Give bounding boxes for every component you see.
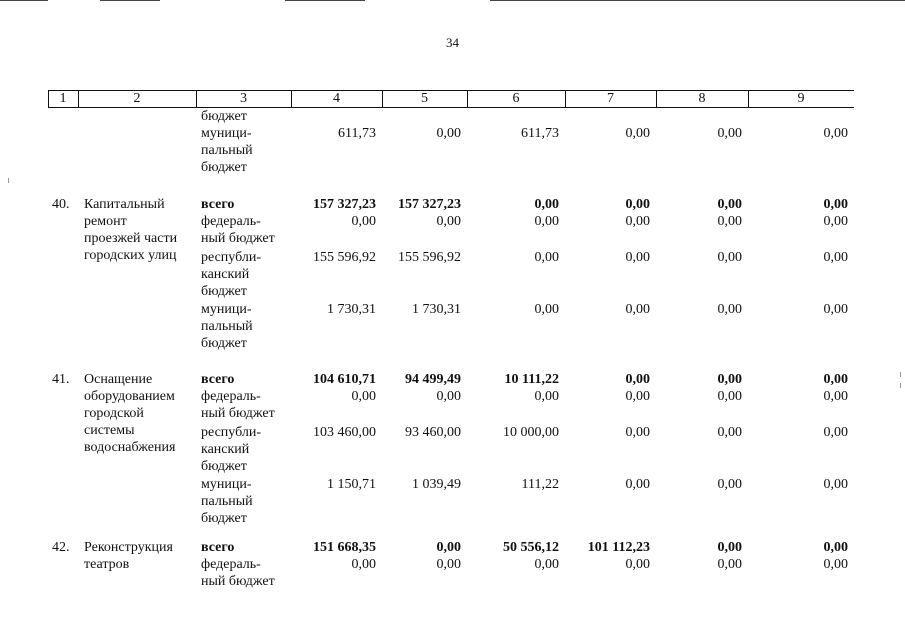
budget-type-label: муници- bbox=[201, 302, 252, 317]
scan-top-edge-line bbox=[100, 0, 160, 1]
value-cell: 111,22 bbox=[521, 477, 559, 492]
value-cell: 0,00 bbox=[823, 425, 848, 440]
value-cell: 0,00 bbox=[534, 557, 559, 572]
budget-type-label: бюджет bbox=[201, 109, 247, 124]
value-cell: 157 327,23 bbox=[398, 197, 461, 212]
value-cell: 0,00 bbox=[823, 477, 848, 492]
value-cell: 0,00 bbox=[823, 389, 848, 404]
row-name: театров bbox=[84, 557, 130, 572]
value-cell: 0,00 bbox=[534, 250, 559, 265]
value-cell: 94 499,49 bbox=[405, 372, 461, 387]
value-cell: 0,00 bbox=[717, 557, 742, 572]
budget-type-label: ный бюджет bbox=[201, 574, 275, 589]
value-cell: 0,00 bbox=[717, 214, 742, 229]
budget-type-label: пальный bbox=[201, 494, 253, 509]
value-cell: 0,00 bbox=[625, 389, 650, 404]
value-cell: 0,00 bbox=[717, 126, 742, 141]
row-name: водоснабжения bbox=[84, 440, 176, 455]
value-cell: 0,00 bbox=[625, 214, 650, 229]
value-cell: 0,00 bbox=[436, 214, 461, 229]
value-cell: 0,00 bbox=[351, 389, 376, 404]
budget-type-label: федераль- bbox=[201, 389, 261, 404]
value-cell: 0,00 bbox=[823, 557, 848, 572]
value-cell: 0,00 bbox=[823, 540, 848, 555]
column-header-4: 4 bbox=[333, 91, 340, 106]
value-cell: 0,00 bbox=[351, 214, 376, 229]
row-name: городской bbox=[84, 406, 144, 421]
budget-type-label: пальный bbox=[201, 319, 253, 334]
value-cell: 0,00 bbox=[823, 214, 848, 229]
column-header-6: 6 bbox=[512, 91, 520, 106]
value-cell: 0,00 bbox=[625, 126, 650, 141]
value-cell: 50 556,12 bbox=[503, 540, 559, 555]
value-cell: 0,00 bbox=[625, 557, 650, 572]
budget-type-label: республи- bbox=[201, 250, 261, 265]
scan-top-edge-line bbox=[0, 0, 48, 1]
value-cell: 0,00 bbox=[625, 302, 650, 317]
value-cell: 0,00 bbox=[625, 250, 650, 265]
value-cell: 0,00 bbox=[625, 477, 650, 492]
budget-type-label: бюджет bbox=[201, 160, 247, 175]
value-cell: 0,00 bbox=[534, 214, 559, 229]
value-cell: 10 111,22 bbox=[504, 372, 559, 387]
row-name: оборудованием bbox=[84, 389, 175, 404]
value-cell: 0,00 bbox=[717, 250, 742, 265]
value-cell: 0,00 bbox=[823, 372, 848, 387]
scan-artifact-mark bbox=[900, 372, 901, 377]
budget-type-label: республи- bbox=[201, 425, 261, 440]
value-cell: 1 730,31 bbox=[412, 302, 461, 317]
row-name: городских улиц bbox=[84, 248, 177, 263]
value-cell: 0,00 bbox=[534, 302, 559, 317]
value-cell: 93 460,00 bbox=[405, 425, 461, 440]
row-name: Капитальный bbox=[84, 197, 165, 212]
budget-type-label: всего bbox=[201, 197, 235, 212]
budget-type-label: федераль- bbox=[201, 214, 261, 229]
value-cell: 0,00 bbox=[436, 557, 461, 572]
budget-type-label: бюджет bbox=[201, 336, 247, 351]
value-cell: 611,73 bbox=[521, 126, 559, 141]
scan-top-edge-line bbox=[285, 0, 365, 1]
value-cell: 0,00 bbox=[717, 389, 742, 404]
value-cell: 103 460,00 bbox=[313, 425, 376, 440]
scan-artifact-mark bbox=[8, 178, 9, 183]
budget-type-label: всего bbox=[201, 372, 235, 387]
budget-type-label: бюджет bbox=[201, 459, 247, 474]
value-cell: 0,00 bbox=[534, 389, 559, 404]
scan-artifact-mark bbox=[900, 383, 901, 388]
row-name: проезжей части bbox=[84, 231, 178, 246]
value-cell: 1 039,49 bbox=[412, 477, 461, 492]
column-header-8: 8 bbox=[698, 91, 706, 106]
value-cell: 0,00 bbox=[717, 372, 742, 387]
row-number: 41. bbox=[52, 372, 70, 387]
budget-type-label: ный бюджет bbox=[201, 406, 275, 421]
scan-top-edge-line bbox=[490, 0, 905, 1]
row-number: 42. bbox=[52, 540, 70, 555]
value-cell: 0,00 bbox=[823, 250, 848, 265]
value-cell: 1 730,31 bbox=[327, 302, 376, 317]
row-name: Оснащение bbox=[84, 372, 153, 387]
value-cell: 155 596,92 bbox=[313, 250, 376, 265]
budget-type-label: ный бюджет bbox=[201, 231, 275, 246]
column-header-1: 1 bbox=[59, 91, 67, 106]
budget-type-label: муници- bbox=[201, 477, 252, 492]
value-cell: 1 150,71 bbox=[327, 477, 376, 492]
value-cell: 0,00 bbox=[436, 126, 461, 141]
value-cell: 0,00 bbox=[717, 197, 742, 212]
value-cell: 155 596,92 bbox=[398, 250, 461, 265]
column-header-9: 9 bbox=[797, 91, 805, 106]
budget-type-label: всего bbox=[201, 540, 235, 555]
value-cell: 0,00 bbox=[351, 557, 376, 572]
budget-type-label: бюджет bbox=[201, 511, 247, 526]
value-cell: 0,00 bbox=[823, 197, 848, 212]
budget-type-label: федераль- bbox=[201, 557, 261, 572]
value-cell: 0,00 bbox=[717, 477, 742, 492]
row-name: системы bbox=[84, 423, 135, 438]
budget-type-label: канский bbox=[201, 267, 250, 282]
budget-type-label: канский bbox=[201, 442, 250, 457]
value-cell: 0,00 bbox=[436, 389, 461, 404]
row-number: 40. bbox=[52, 197, 70, 212]
column-header-7: 7 bbox=[607, 91, 614, 106]
value-cell: 0,00 bbox=[717, 540, 742, 555]
value-cell: 104 610,71 bbox=[313, 372, 376, 387]
value-cell: 0,00 bbox=[717, 302, 742, 317]
value-cell: 0,00 bbox=[436, 540, 461, 555]
budget-type-label: пальный bbox=[201, 143, 253, 158]
value-cell: 0,00 bbox=[625, 425, 650, 440]
column-header-3: 3 bbox=[240, 91, 247, 106]
row-name: ремонт bbox=[84, 214, 127, 229]
value-cell: 0,00 bbox=[534, 197, 559, 212]
value-cell: 151 668,35 bbox=[313, 540, 376, 555]
column-header-2: 2 bbox=[133, 91, 141, 106]
budget-type-label: бюджет bbox=[201, 284, 247, 299]
value-cell: 101 112,23 bbox=[587, 540, 650, 555]
value-cell: 0,00 bbox=[717, 425, 742, 440]
column-header-5: 5 bbox=[421, 91, 428, 106]
value-cell: 611,73 bbox=[338, 126, 376, 141]
value-cell: 10 000,00 bbox=[503, 425, 559, 440]
budget-type-label: муници- bbox=[201, 126, 252, 141]
value-cell: 0,00 bbox=[823, 302, 848, 317]
value-cell: 0,00 bbox=[823, 126, 848, 141]
value-cell: 0,00 bbox=[625, 372, 650, 387]
page-number: 34 bbox=[446, 35, 459, 50]
value-cell: 157 327,23 bbox=[313, 197, 376, 212]
row-name: Реконструкция bbox=[84, 540, 173, 555]
value-cell: 0,00 bbox=[625, 197, 650, 212]
